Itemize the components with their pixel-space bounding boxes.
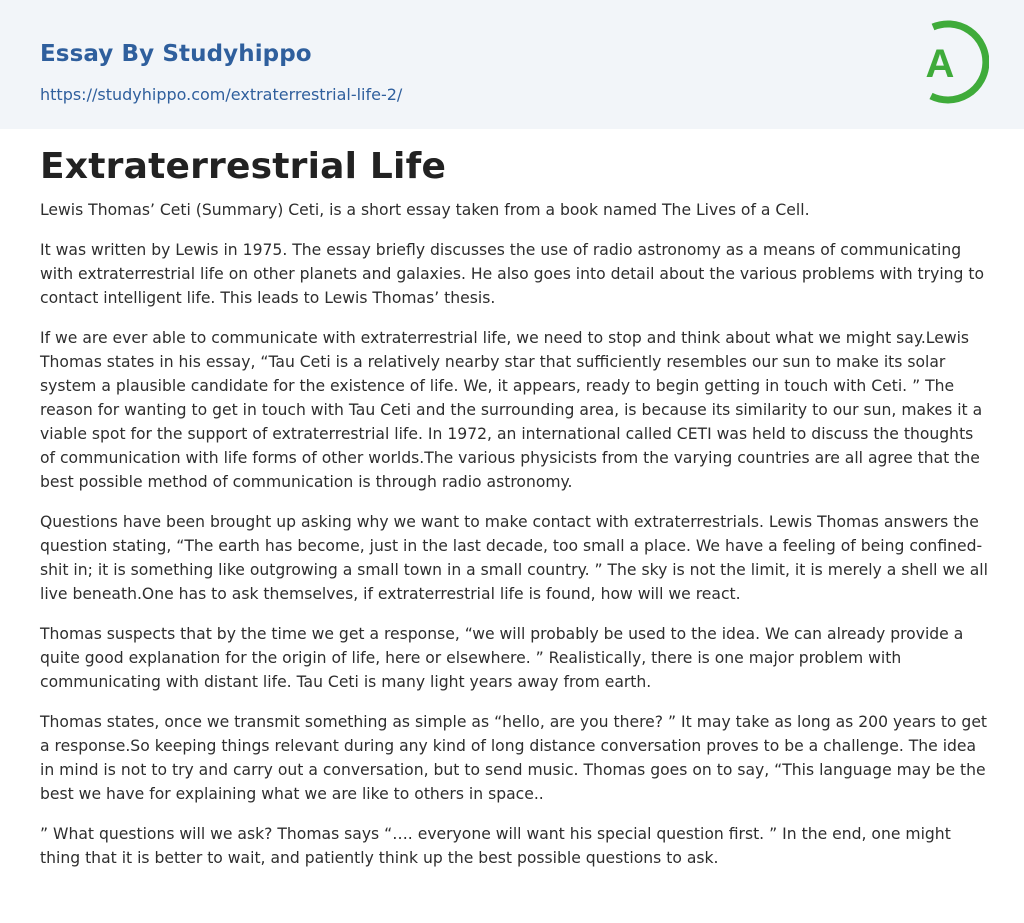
article-paragraph: ” What questions will we ask? Thomas says “…. everyone will want his special question first. ” In the end, one might thing that it is better to wait, and patiently think up the best possible questions to ask. — [40, 825, 951, 867]
essay-url-link[interactable]: https://studyhippo.com/extraterrestrial-life-2/ — [40, 85, 403, 104]
site-brand[interactable]: Essay By Studyhippo — [40, 41, 312, 67]
article-paragraph: It was written by Lewis in 1975. The essay briefly discusses the use of radio astronomy as a means of communicating with extraterrestrial life on other planets and galaxies. He also goes into detail about the various problems with trying to contact intelligent life. This leads to Lewis Thomas’ thesis. — [40, 241, 985, 307]
logo-letter: A — [925, 42, 955, 86]
article-paragraph: Lewis Thomas’ Ceti (Summary) Ceti, is a short essay taken from a book named The Lives of a Cell. — [40, 201, 810, 219]
article — [40, 144, 990, 886]
article-paragraph: Questions have been brought up asking why we want to make contact with extraterrestrials. Lewis Thomas answers the question stating, “The earth has become, just in the last decade, too small a place. We have a feeling of being confined-shit in; it is something like outgrowing a small town in a small country. ” The sky is not the limit, it is merely a shell we all live beneath.One has to ask themselves, if extraterrestrial life is found, how will we react. — [40, 513, 988, 603]
article-title: Extraterrestrial Life — [40, 146, 447, 187]
article-paragraph: Thomas suspects that by the time we get a response, “we will probably be used to the idea. We can already provide a quite good explanation for the origin of life, here or elsewhere. ” Realistically, there is one major problem with communicating with distant life. Tau Ceti is many light years away from earth. — [40, 625, 964, 691]
article-paragraph: If we are ever able to communicate with extraterrestrial life, we need to stop and think about what we might say.Lewis Thomas states in his essay, “Tau Ceti is a relatively nearby star that sufficiently resembles our sun to make its solar system a plausible candidate for the existence of life. We, it appears, ready to begin getting in touch with Ceti. ” The reason for wanting to get in touch with Tau Ceti and the surrounding area, is because its similarity to our sun, makes it a viable spot for the support of extraterrestrial life. In 1972, an international called CETI was held to discuss the thoughts of communication with life forms of other worlds.The various physicists from the varying countries are all agree that the best possible method of communication is through radio astronomy. — [40, 329, 983, 491]
article-paragraph: Thomas states, once we transmit something as simple as “hello, are you there? ” It may take as long as 200 years to get a response.So keeping things relevant during any kind of long distance conversation proves to be a challenge. The idea in mind is not to try and carry out a conversation, but to send music. Thomas goes on to say, “This language may be the best we have for explaining what we are like to others in space.. — [40, 713, 988, 803]
studyhippo-a-logo-icon[interactable] — [909, 17, 989, 107]
page-header — [0, 0, 1024, 129]
